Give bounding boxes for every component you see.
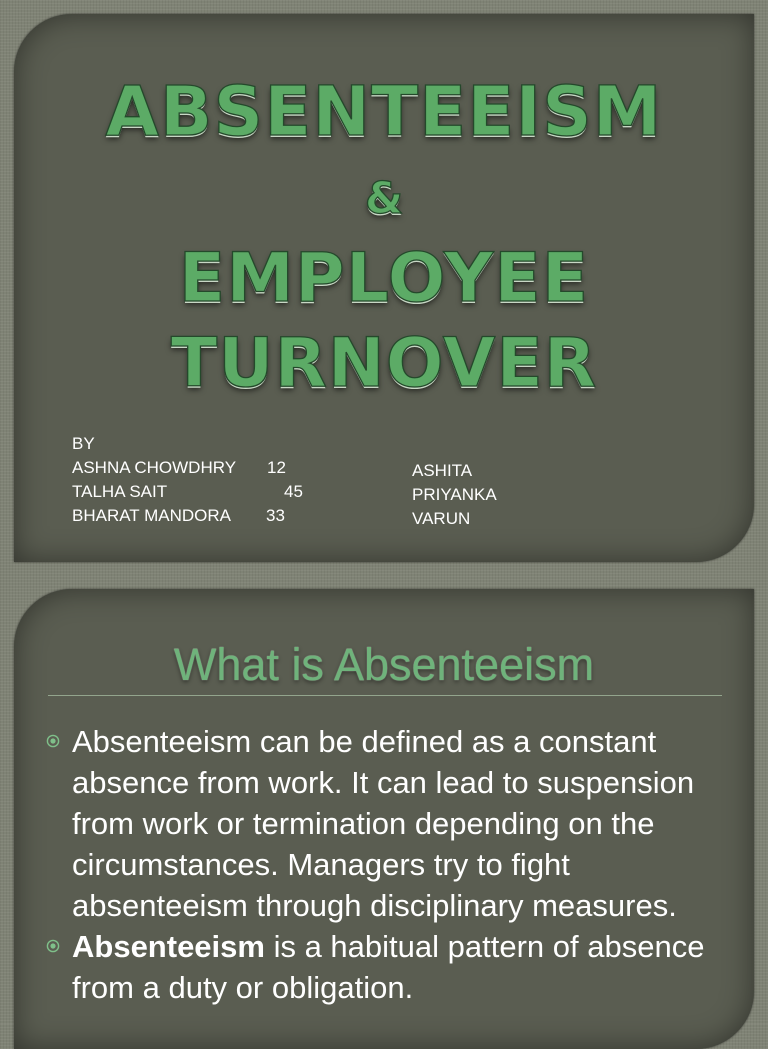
bullet-item — [44, 721, 744, 926]
credits-by: BY — [72, 434, 95, 453]
bullet-text: is a habitual pattern of absence from a duty or obligation. — [72, 929, 705, 1005]
credit-row — [72, 456, 286, 480]
bullet-list — [44, 721, 744, 1008]
credit-row — [72, 504, 285, 528]
title-line-absenteeism: ABSENTEEISM — [105, 72, 663, 152]
circle-dot-icon — [46, 939, 60, 953]
bullet-item — [44, 926, 744, 1008]
member-number: 33 — [266, 506, 285, 525]
member-name: BHARAT MANDORA — [72, 506, 232, 525]
credit-row — [72, 480, 303, 504]
member-name: TALHA SAIT — [72, 482, 168, 501]
bullet-text: Absenteeism can be defined as a constant absence from work. It can lead to suspension from work or termination depending on the circumstances. Managers try to fight absenteeism through disciplinary measures. — [72, 724, 695, 923]
member-number: 12 — [267, 458, 286, 477]
title-line-employee: EMPLOYEE — [178, 239, 590, 318]
member-name: ASHNA CHOWDHRY — [72, 458, 237, 477]
title-slide — [14, 14, 754, 562]
member-name: VARUN — [412, 509, 471, 528]
definition-slide — [14, 589, 754, 1049]
credits-right — [412, 459, 497, 531]
slide-heading: What is Absenteeism — [173, 639, 595, 690]
title-line-turnover: TURNOVER — [170, 324, 598, 403]
credits-left — [72, 432, 303, 528]
member-number: 45 — [284, 482, 303, 501]
title-line-ampersand: & — [364, 173, 404, 224]
circle-dot-icon — [46, 734, 60, 748]
bullet-bold-text: Absenteeism — [72, 929, 265, 964]
member-name: ASHITA — [412, 461, 473, 480]
heading-divider — [48, 695, 722, 696]
member-name: PRIYANKA — [412, 485, 497, 504]
